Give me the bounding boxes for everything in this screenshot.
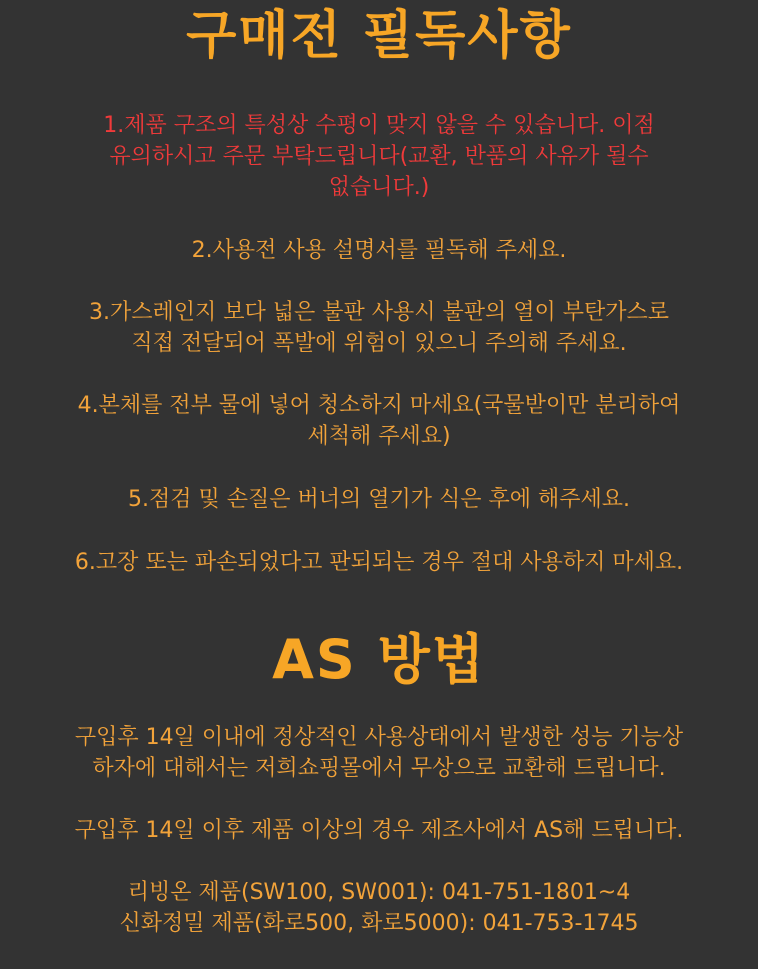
as-line: 하자에 대해서는 저희쇼핑몰에서 무상으로 교환해 드립니다. (92, 756, 666, 781)
as-paragraph-2 (20, 815, 738, 846)
notice-line: 유의하시고 주문 부탁드립니다(교환, 반품의 사유가 될수 (109, 144, 649, 169)
notice-line: 1.제품 구조의 특성상 수평이 맞지 않을 수 있습니다. 이점 (103, 113, 655, 138)
notice-line: 6.고장 또는 파손되었다고 판되되는 경우 절대 사용하지 마세요. (74, 550, 684, 575)
notice-title: 구매전 필독사항 (186, 6, 572, 66)
contact-line: 리빙온 제품(SW100, SW001): 041-751-1801~4 (127, 880, 631, 905)
notice-line: 3.가스레인지 보다 넓은 불판 사용시 불판의 열이 부탄가스로 (89, 300, 669, 325)
as-line: 구입후 14일 이내에 정상적인 사용상태에서 발생한 성능 기능상 (74, 725, 684, 750)
notice-line: 4.본체를 전부 물에 넣어 청소하지 마세요(국물받이만 분리하여 (77, 393, 681, 418)
notice-5 (20, 484, 738, 515)
as-title: AS 방법 (272, 628, 486, 691)
notice-line: 5.점검 및 손질은 버너의 열기가 식은 후에 해주세요. (128, 487, 630, 512)
notice-line: 없습니다.) (328, 175, 430, 200)
notice-6 (20, 547, 738, 578)
notice-1 (20, 110, 738, 203)
as-contact (20, 877, 738, 939)
notice-line: 2.사용전 사용 설명서를 필독해 주세요. (191, 238, 567, 263)
contact-line: 신화정밀 제품(화로500, 화로5000): 041-753-1745 (119, 911, 639, 936)
notice-line: 직접 전달되어 폭발에 위험이 있으니 주의해 주세요. (131, 331, 627, 356)
notice-2 (20, 235, 738, 266)
notice-4 (20, 390, 738, 452)
as-line: 구입후 14일 이후 제품 이상의 경우 제조사에서 AS해 드립니다. (74, 818, 684, 843)
as-paragraph-1 (20, 722, 738, 784)
notice-line: 세척해 주세요) (307, 424, 451, 449)
notice-3 (20, 297, 738, 359)
